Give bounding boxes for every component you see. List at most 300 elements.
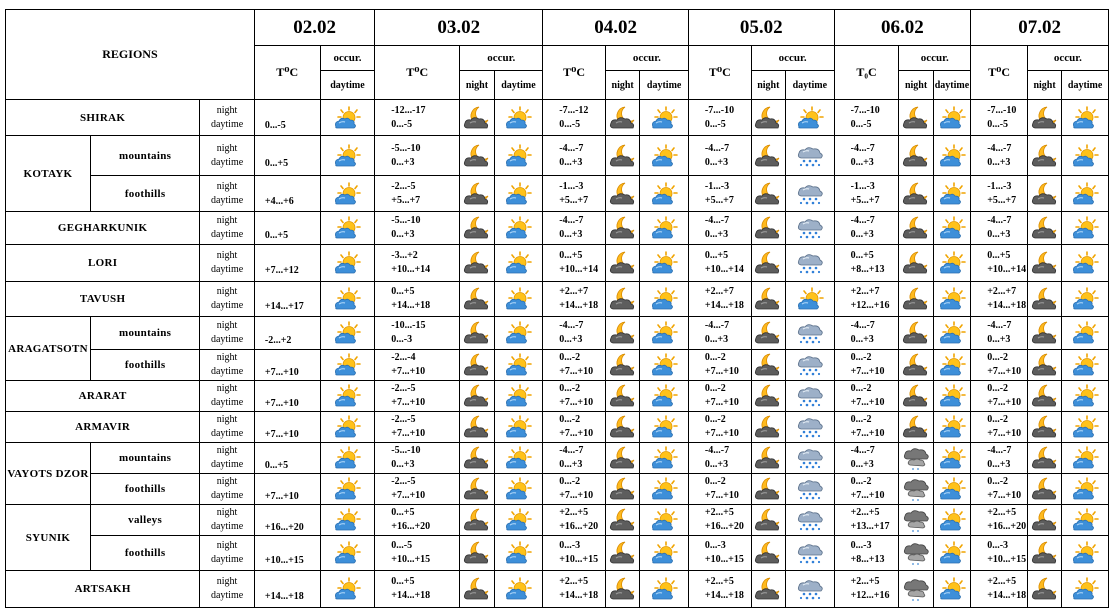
night-temp: 0...-2 <box>704 383 726 394</box>
weather-icon-cell <box>786 317 835 350</box>
temperature-cell <box>834 443 899 474</box>
night-header: night <box>1027 71 1061 100</box>
weather-icon-cell <box>933 443 970 474</box>
temp-header: T⁰C <box>971 46 1028 100</box>
day-temp: 0...-5 <box>987 118 1009 130</box>
day-temp: +10...+14 <box>704 264 744 275</box>
temperature-cell <box>375 176 460 212</box>
night-daytime-label <box>200 176 255 212</box>
temperature-cell <box>543 412 606 443</box>
night-temp: -4...-7 <box>850 445 875 456</box>
temperature-cell <box>543 282 606 317</box>
occur-header: occur. <box>320 46 375 71</box>
temperature-cell <box>543 443 606 474</box>
sun-behind-cloud-icon <box>503 589 533 606</box>
row-tavush <box>6 282 1109 317</box>
weather-icon-cell <box>320 443 375 474</box>
occur-header: occur. <box>751 46 834 71</box>
moon-behind-cloud-icon <box>462 553 492 570</box>
temperature-cell <box>971 282 1028 317</box>
temperature-cell <box>375 412 460 443</box>
night-temp: -1...-3 <box>987 180 1012 192</box>
day-temp: 0...+3 <box>704 334 729 345</box>
weather-icon-cell <box>751 350 785 381</box>
weather-icon-cell <box>494 412 543 443</box>
region-name: ARARAT <box>6 381 200 412</box>
sun-behind-cloud-icon <box>937 263 967 280</box>
weather-icon-cell <box>494 282 543 317</box>
weather-icon-cell <box>640 317 689 350</box>
temperature-cell <box>375 100 460 136</box>
temperature-cell <box>834 350 899 381</box>
row-gegharkunik <box>6 212 1109 245</box>
night-temp: -3...+2 <box>391 250 418 261</box>
sun-behind-cloud-icon <box>649 118 679 135</box>
daytime-label: daytime <box>210 428 244 439</box>
weather-icon-cell <box>1062 212 1109 245</box>
day-temp: +8...+13 <box>850 264 885 275</box>
moon-behind-cloud-icon <box>462 589 492 606</box>
moon-behind-cloud-icon <box>753 118 783 135</box>
subregion-name: mountains <box>90 443 199 474</box>
weather-icon-cell <box>933 571 970 608</box>
night-temp: 0...-2 <box>850 352 872 363</box>
day-temp: +14...+18 <box>704 300 744 311</box>
weather-icon-cell <box>1027 100 1061 136</box>
weather-icon-cell <box>751 381 785 412</box>
moon-behind-cloud-icon <box>608 194 638 211</box>
night-label: night <box>216 476 238 487</box>
moon-behind-cloud-icon <box>901 396 931 412</box>
night-temp: -4...-7 <box>987 320 1012 331</box>
temperature-cell <box>834 282 899 317</box>
sun-behind-cloud-icon <box>649 489 679 505</box>
temperature-cell <box>971 505 1028 536</box>
moon-behind-cloud-icon <box>462 489 492 505</box>
sun-behind-cloud-icon <box>1070 263 1100 280</box>
moon-behind-cloud-icon <box>753 365 783 381</box>
sun-behind-cloud-icon <box>1070 396 1100 412</box>
night-label: night <box>216 507 238 518</box>
day-temp: 0...+3 <box>850 334 874 345</box>
weather-icon-cell <box>1062 245 1109 282</box>
weather-icon-cell <box>786 571 835 608</box>
temperature-cell <box>688 176 751 212</box>
sun-behind-cloud-icon <box>503 118 533 135</box>
sun-behind-cloud-icon <box>503 553 533 570</box>
night-temp: 0...-2 <box>850 383 872 394</box>
temp-header: T₀C <box>834 46 899 100</box>
weather-icon-cell <box>751 100 785 136</box>
weather-icon-cell <box>1062 474 1109 505</box>
moon-behind-cloud-icon <box>1030 263 1060 280</box>
day-temp: +7...+10 <box>391 366 426 377</box>
overcast-cloud-icon <box>901 520 931 536</box>
weather-icon-cell <box>494 176 543 212</box>
weather-icon-cell <box>320 381 375 412</box>
daytime-label: daytime <box>210 334 244 345</box>
night-label: night <box>216 576 238 587</box>
moon-behind-cloud-icon <box>1030 365 1060 381</box>
weather-icon-cell <box>460 100 494 136</box>
night-temp: +2...+5 <box>850 576 880 587</box>
moon-behind-cloud-icon <box>608 553 638 570</box>
temperature-cell <box>688 505 751 536</box>
weather-icon-cell <box>786 443 835 474</box>
weather-icon-cell <box>751 443 785 474</box>
temperature-cell <box>834 317 899 350</box>
moon-behind-cloud-icon <box>462 299 492 316</box>
night-temp: 0...+5 <box>559 250 583 261</box>
night-label: night <box>216 104 238 116</box>
temperature-cell <box>971 474 1028 505</box>
region-name: ARAGATSOTN <box>6 317 91 381</box>
temperature-cell <box>688 350 751 381</box>
night-temp: 0...-2 <box>559 476 581 487</box>
region-name: TAVUSH <box>6 282 200 317</box>
weather-icon-cell <box>1062 317 1109 350</box>
temperature-cell: 0...+5 <box>254 443 320 474</box>
night-daytime-label <box>200 136 255 176</box>
day-temp: 0...+3 <box>987 229 1011 240</box>
weather-icon-cell <box>605 381 639 412</box>
day-temp: +14...+18 <box>559 300 599 311</box>
forecast-table <box>5 9 1109 608</box>
weather-icon-cell <box>640 474 689 505</box>
night-temp: -4...-7 <box>704 445 730 456</box>
weather-icon-cell <box>1027 474 1061 505</box>
weather-icon-cell <box>460 536 494 571</box>
date-header-04-02: 04.02 <box>543 10 689 46</box>
day-temp: 0...+3 <box>559 334 583 345</box>
weather-icon-cell <box>933 536 970 571</box>
night-label: night <box>216 286 238 297</box>
weather-icon-cell <box>320 412 375 443</box>
weather-icon-cell <box>899 176 933 212</box>
sun-behind-cloud-icon <box>1070 118 1100 135</box>
temperature-cell <box>375 317 460 350</box>
weather-icon-cell <box>640 505 689 536</box>
night-daytime-label <box>200 412 255 443</box>
night-daytime-label <box>200 100 255 136</box>
temperature-cell: 0...+5 <box>254 212 320 245</box>
weather-icon-cell <box>751 136 785 176</box>
weather-icon-cell <box>786 474 835 505</box>
row-armavir <box>6 412 1109 443</box>
sun-behind-cloud-icon <box>503 299 533 316</box>
moon-behind-cloud-icon <box>1030 427 1060 443</box>
moon-behind-cloud-icon <box>462 228 492 245</box>
weather-icon-cell <box>460 212 494 245</box>
moon-behind-cloud-icon <box>608 589 638 606</box>
moon-behind-cloud-icon <box>462 118 492 135</box>
sun-behind-cloud-icon <box>937 333 967 350</box>
temperature-cell <box>971 571 1028 608</box>
date-header-07-02: 07.02 <box>971 10 1109 46</box>
weather-icon-cell <box>320 571 375 608</box>
day-temp: +12...+16 <box>850 590 890 601</box>
temperature-cell <box>688 136 751 176</box>
date-header-05-02: 05.02 <box>688 10 834 46</box>
weather-icon-cell <box>751 176 785 212</box>
temperature-cell <box>688 474 751 505</box>
sun-behind-cloud-icon <box>937 194 967 211</box>
weather-icon-cell <box>494 505 543 536</box>
moon-behind-cloud-icon <box>608 396 638 412</box>
sun-behind-cloud-icon <box>649 365 679 381</box>
moon-behind-cloud-icon <box>1030 553 1060 570</box>
day-temp: +14...+18 <box>391 590 431 601</box>
weather-icon-cell <box>460 381 494 412</box>
day-temp: +10...+14 <box>987 264 1027 275</box>
weather-icon-cell <box>1062 443 1109 474</box>
day-temp: +5...+7 <box>559 194 589 206</box>
day-temp: +8...+13 <box>850 554 885 565</box>
weather-icon-cell <box>933 412 970 443</box>
sun-behind-cloud-icon <box>1070 489 1100 505</box>
weather-icon-cell <box>786 381 835 412</box>
moon-behind-cloud-icon <box>608 427 638 443</box>
temperature-cell <box>375 443 460 474</box>
subregion-name: foothills <box>90 536 199 571</box>
row-ararat <box>6 381 1109 412</box>
temperature-cell <box>543 350 606 381</box>
temperature-cell <box>543 571 606 608</box>
weather-icon-cell <box>786 136 835 176</box>
date-header-06-02: 06.02 <box>834 10 971 46</box>
moon-behind-cloud-icon <box>901 156 931 173</box>
sun-behind-cloud-icon <box>937 427 967 443</box>
sun-behind-cloud-icon <box>332 333 362 350</box>
temperature-cell <box>688 381 751 412</box>
night-temp: +2...+5 <box>987 576 1017 587</box>
region-name: VAYOTS DZOR <box>6 443 91 505</box>
sun-behind-cloud-icon <box>937 520 967 536</box>
sun-behind-cloud-icon <box>649 299 679 316</box>
sun-behind-cloud-icon <box>332 520 362 536</box>
moon-behind-cloud-icon <box>462 458 492 474</box>
subregion-name: foothills <box>90 350 199 381</box>
day-temp: 0...+3 <box>559 459 583 470</box>
sun-behind-cloud-icon <box>332 299 362 316</box>
weather-icon-cell <box>786 100 835 136</box>
region-name: SYUNIK <box>6 505 91 571</box>
night-header: night <box>899 71 933 100</box>
moon-behind-cloud-icon <box>1030 228 1060 245</box>
sun-behind-cloud-icon <box>332 194 362 211</box>
night-temp: -5...-10 <box>391 142 421 154</box>
moon-behind-cloud-icon <box>608 118 638 135</box>
night-temp: +2...+5 <box>559 576 589 587</box>
regions-header: REGIONS <box>6 10 255 100</box>
moon-behind-cloud-icon <box>462 156 492 173</box>
date-header-02-02: 02.02 <box>254 10 374 46</box>
night-temp: 0...-3 <box>987 540 1009 551</box>
night-temp: -2...-5 <box>391 414 416 425</box>
weather-icon-cell <box>460 282 494 317</box>
night-temp: -4...-7 <box>850 320 875 331</box>
night-temp: 0...-2 <box>559 352 581 363</box>
day-temp: +10...+15 <box>987 554 1027 565</box>
weather-icon-cell <box>933 505 970 536</box>
night-temp: 0...-3 <box>559 540 581 551</box>
temperature-cell <box>543 212 606 245</box>
weather-icon-cell <box>1062 412 1109 443</box>
night-temp: 0...+5 <box>391 507 415 518</box>
day-temp: +10...+15 <box>704 554 744 565</box>
temperature-cell <box>834 100 899 136</box>
night-temp: -5...-10 <box>391 445 421 456</box>
sun-behind-cloud-icon <box>503 333 533 350</box>
night-temp: +2...+5 <box>987 507 1017 518</box>
sun-behind-cloud-icon <box>649 156 679 173</box>
overcast-cloud-icon <box>901 589 931 606</box>
weather-icon-cell <box>751 282 785 317</box>
sun-behind-cloud-icon <box>503 365 533 381</box>
day-temp: +7...+10 <box>559 366 594 377</box>
snow-cloud-icon <box>795 365 825 381</box>
weather-icon-cell <box>640 536 689 571</box>
day-temp: +16...+20 <box>987 521 1027 532</box>
temperature-cell <box>375 282 460 317</box>
night-temp: 0...+5 <box>391 576 415 587</box>
temperature-cell: +14...+17 <box>254 282 320 317</box>
temperature-cell <box>834 136 899 176</box>
night-temp: 0...-3 <box>704 540 726 551</box>
moon-behind-cloud-icon <box>753 553 783 570</box>
night-daytime-label <box>200 350 255 381</box>
night-temp: -2...-5 <box>391 180 416 192</box>
weather-icon-cell <box>751 474 785 505</box>
day-temp: 0...+3 <box>704 459 729 470</box>
region-name: KOTAYK <box>6 136 91 212</box>
day-temp: +14...+18 <box>987 590 1027 601</box>
sun-behind-cloud-icon <box>332 228 362 245</box>
row-syunik-foothills <box>6 536 1109 571</box>
weather-icon-cell <box>640 212 689 245</box>
moon-behind-cloud-icon <box>1030 520 1060 536</box>
sun-behind-cloud-icon <box>503 427 533 443</box>
night-temp: 0...-2 <box>987 352 1009 363</box>
day-temp: +7...+10 <box>391 428 426 439</box>
sun-behind-cloud-icon <box>1070 365 1100 381</box>
night-daytime-label <box>200 536 255 571</box>
night-temp: 0...-2 <box>704 414 726 425</box>
temperature-cell: +4...+6 <box>254 176 320 212</box>
sun-behind-cloud-icon <box>503 228 533 245</box>
day-temp: +5...+7 <box>704 194 734 206</box>
weather-icon-cell <box>320 536 375 571</box>
day-temp: +12...+16 <box>850 300 890 311</box>
weather-icon-cell <box>640 245 689 282</box>
night-temp: +2...+7 <box>987 286 1017 297</box>
night-temp: -2...-5 <box>391 383 416 394</box>
temperature-cell: +7...+10 <box>254 474 320 505</box>
weather-icon-cell <box>605 136 639 176</box>
sun-behind-cloud-icon <box>937 365 967 381</box>
weather-icon-cell <box>460 571 494 608</box>
weather-icon-cell <box>460 136 494 176</box>
day-temp: +7...+10 <box>850 397 885 408</box>
moon-behind-cloud-icon <box>608 489 638 505</box>
overcast-cloud-icon <box>901 553 931 570</box>
region-name: LORI <box>6 245 200 282</box>
sun-behind-cloud-icon <box>1070 299 1100 316</box>
day-temp: +5...+7 <box>987 194 1017 206</box>
night-temp: -4...-7 <box>850 142 875 154</box>
day-temp: 0...+3 <box>704 229 729 240</box>
moon-behind-cloud-icon <box>462 396 492 412</box>
sun-behind-cloud-icon <box>332 489 362 505</box>
night-daytime-label <box>200 245 255 282</box>
sun-behind-cloud-icon <box>1070 194 1100 211</box>
weather-icon-cell <box>320 245 375 282</box>
day-temp: +7...+10 <box>559 397 594 408</box>
night-daytime-label <box>200 212 255 245</box>
sun-behind-cloud-icon <box>795 118 825 135</box>
temperature-cell <box>971 317 1028 350</box>
moon-behind-cloud-icon <box>1030 489 1060 505</box>
sun-behind-cloud-icon <box>503 156 533 173</box>
night-temp: 0...-2 <box>559 383 581 394</box>
snow-cloud-icon <box>795 458 825 474</box>
night-temp: 0...-2 <box>704 476 726 487</box>
night-temp: -7...-10 <box>850 104 880 116</box>
night-temp: -1...-3 <box>559 180 584 192</box>
day-temp: 0...+3 <box>850 156 874 168</box>
night-temp: -7...-12 <box>559 104 589 116</box>
weather-icon-cell <box>899 505 933 536</box>
daytime-header: daytime <box>786 71 835 100</box>
weather-icon-cell <box>1027 282 1061 317</box>
weather-icon-cell <box>1062 381 1109 412</box>
weather-icon-cell <box>899 412 933 443</box>
moon-behind-cloud-icon <box>753 263 783 280</box>
night-header: night <box>751 71 785 100</box>
weather-icon-cell <box>605 176 639 212</box>
occur-header: occur. <box>460 46 543 71</box>
weather-icon-cell <box>320 176 375 212</box>
temperature-cell <box>971 245 1028 282</box>
day-temp: 0...+3 <box>559 156 583 168</box>
sun-behind-cloud-icon <box>649 263 679 280</box>
day-temp: +16...+20 <box>391 521 431 532</box>
temperature-cell <box>688 317 751 350</box>
night-daytime-label <box>200 282 255 317</box>
temperature-cell <box>375 571 460 608</box>
sun-behind-cloud-icon <box>503 520 533 536</box>
weather-icon-cell <box>494 245 543 282</box>
temperature-cell <box>543 136 606 176</box>
temperature-cell: +7...+10 <box>254 381 320 412</box>
weather-icon-cell <box>320 474 375 505</box>
sun-behind-cloud-icon <box>1070 589 1100 606</box>
daytime-header: daytime <box>494 71 543 100</box>
night-temp: +2...+7 <box>559 286 589 297</box>
subregion-name: valleys <box>90 505 199 536</box>
weather-icon-cell <box>1027 176 1061 212</box>
night-label: night <box>216 180 238 192</box>
weather-icon-cell <box>494 536 543 571</box>
moon-behind-cloud-icon <box>753 396 783 412</box>
weather-icon-cell <box>1062 350 1109 381</box>
day-temp: 0...+3 <box>391 459 415 470</box>
weather-icon-cell <box>899 536 933 571</box>
weather-icon-cell <box>460 412 494 443</box>
temperature-cell <box>375 536 460 571</box>
weather-icon-cell <box>1027 536 1061 571</box>
weather-icon-cell <box>1062 282 1109 317</box>
